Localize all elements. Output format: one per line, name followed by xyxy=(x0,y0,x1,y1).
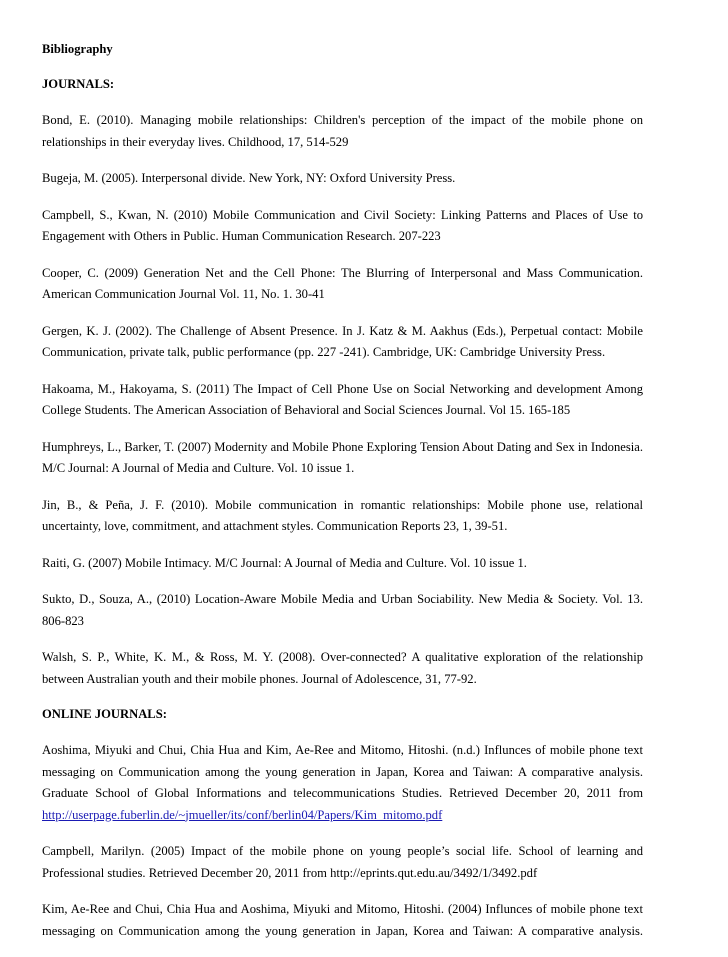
bibliography-entry xyxy=(42,589,643,632)
reference-link[interactable]: http://userpage.fuberlin.de/~jmueller/its/conf/berlin04/Papers/Kim_mitomo.pdf xyxy=(42,807,443,822)
entry-line: uncertainty, love, commitment, and attachment styles. Communication Reports 23, 1, 39-51. xyxy=(42,519,508,533)
journals-list xyxy=(42,110,643,690)
entry-line: 806-823 xyxy=(42,613,84,628)
entry-line: American Communication Journal Vol. 11, No. 1. 30-41 xyxy=(42,287,325,301)
entry-line: between Australian youth and their mobile phones. Journal of Adolescence, 31, 77-92. xyxy=(42,671,477,686)
entry-line: Walsh, S. P., White, K. M., & Ross, M. Y. (2008). Over-connected? A qualitative exploration of the relationship xyxy=(42,650,643,664)
entry-line: messaging on Communication among the young generation in Japan, Korea and Taiwan: A comparative analysis. xyxy=(42,764,643,779)
entry-line: Aoshima, Miyuki and Chui, Chia Hua and Kim, Ae-Ree and Mitomo, Hitoshi. (n.d.) Influnces of mobile phone text xyxy=(42,743,643,757)
bibliography-entry xyxy=(42,740,643,826)
bibliography-entry xyxy=(42,205,643,248)
entry-line: Professional studies. Retrieved December 20, 2011 from http://eprints.qut.edu.au/3492/1/3492.pdf xyxy=(42,865,538,880)
entry-line: Communication, private talk, public performance (pp. 227 -241). Cambridge, UK: Cambridge University Press. xyxy=(42,345,606,359)
entry-line: Campbell, S., Kwan, N. (2010) Mobile Communication and Civil Society: Linking Patterns and Places of Use to xyxy=(42,207,643,222)
entry-line: Cooper, C. (2009) Generation Net and the Cell Phone: The Blurring of Interpersonal and Mass Communication. xyxy=(42,265,643,280)
entry-line: Humphreys, L., Barker, T. (2007) Modernity and Mobile Phone Exploring Tension About Dating and Sex in Indonesia. xyxy=(42,439,643,454)
entry-line: relationships in their everyday lives. Childhood, 17, 514-529 xyxy=(42,134,349,149)
page-title: Bibliography xyxy=(42,42,113,56)
bibliography-page xyxy=(42,40,643,957)
bibliography-entry xyxy=(42,495,643,538)
entry-line: Kim, Ae-Ree and Chui, Chia Hua and Aoshima, Miyuki and Mitomo, Hitoshi. (2004) Influnces of mobile phone text xyxy=(42,902,643,916)
bibliography-entry xyxy=(42,110,643,153)
entry-line: Gergen, K. J. (2002). The Challenge of Absent Presence. In J. Katz & M. Aakhus (Eds.), Perpetual contact: Mobile xyxy=(42,323,643,338)
bibliography-entry xyxy=(42,553,643,575)
entry-line: Engagement with Others in Public. Human Communication Research. 207-223 xyxy=(42,229,441,243)
entry-line: messaging on Communication among the young generation in Japan, Korea and Taiwan: A comparative analysis. xyxy=(42,923,643,938)
bibliography-entry xyxy=(42,321,643,364)
entry-line: College Students. The American Association of Behavioral and Social Sciences Journal. Vol 15. 165-185 xyxy=(42,403,571,417)
entry-line: Jin, B., & Peña, J. F. (2010). Mobile communication in romantic relationships: Mobile phone use, relational xyxy=(42,497,643,512)
entry-line: Campbell, Marilyn. (2005) Impact of the mobile phone on young people’s social life. School of learning and xyxy=(42,844,643,858)
bibliography-entry xyxy=(42,437,643,480)
bibliography-entry xyxy=(42,899,643,942)
entry-line: Bond, E. (2010). Managing mobile relationships: Children's perception of the impact of the mobile phone on xyxy=(42,113,643,127)
online-journals-heading: ONLINE JOURNALS: xyxy=(42,707,167,721)
entry-line: Bugeja, M. (2005). Interpersonal divide. New York, NY: Oxford University Press. xyxy=(42,171,456,185)
bibliography-entry xyxy=(42,379,643,422)
entry-line: M/C Journal: A Journal of Media and Culture. Vol. 10 issue 1. xyxy=(42,461,355,475)
bibliography-entry xyxy=(42,168,643,190)
entry-line: Raiti, G. (2007) Mobile Intimacy. M/C Journal: A Journal of Media and Culture. Vol. 10 issue 1. xyxy=(42,555,527,570)
bibliography-entry xyxy=(42,647,643,690)
entry-line: Graduate School of Global Informations and telecommunications Studies. Retrieved December 20, 2011 from xyxy=(42,786,643,800)
entry-line: Hakoama, M., Hakoyama, S. (2011) The Impact of Cell Phone Use on Social Networking and development Among xyxy=(42,381,643,396)
journals-heading: JOURNALS: xyxy=(42,77,115,91)
bibliography-entry xyxy=(42,841,643,884)
entry-line: Sukto, D., Souza, A., (2010) Location-Aware Mobile Media and Urban Sociability. New Media & Society. Vol. 13. xyxy=(42,592,643,606)
bibliography-entry xyxy=(42,263,643,306)
